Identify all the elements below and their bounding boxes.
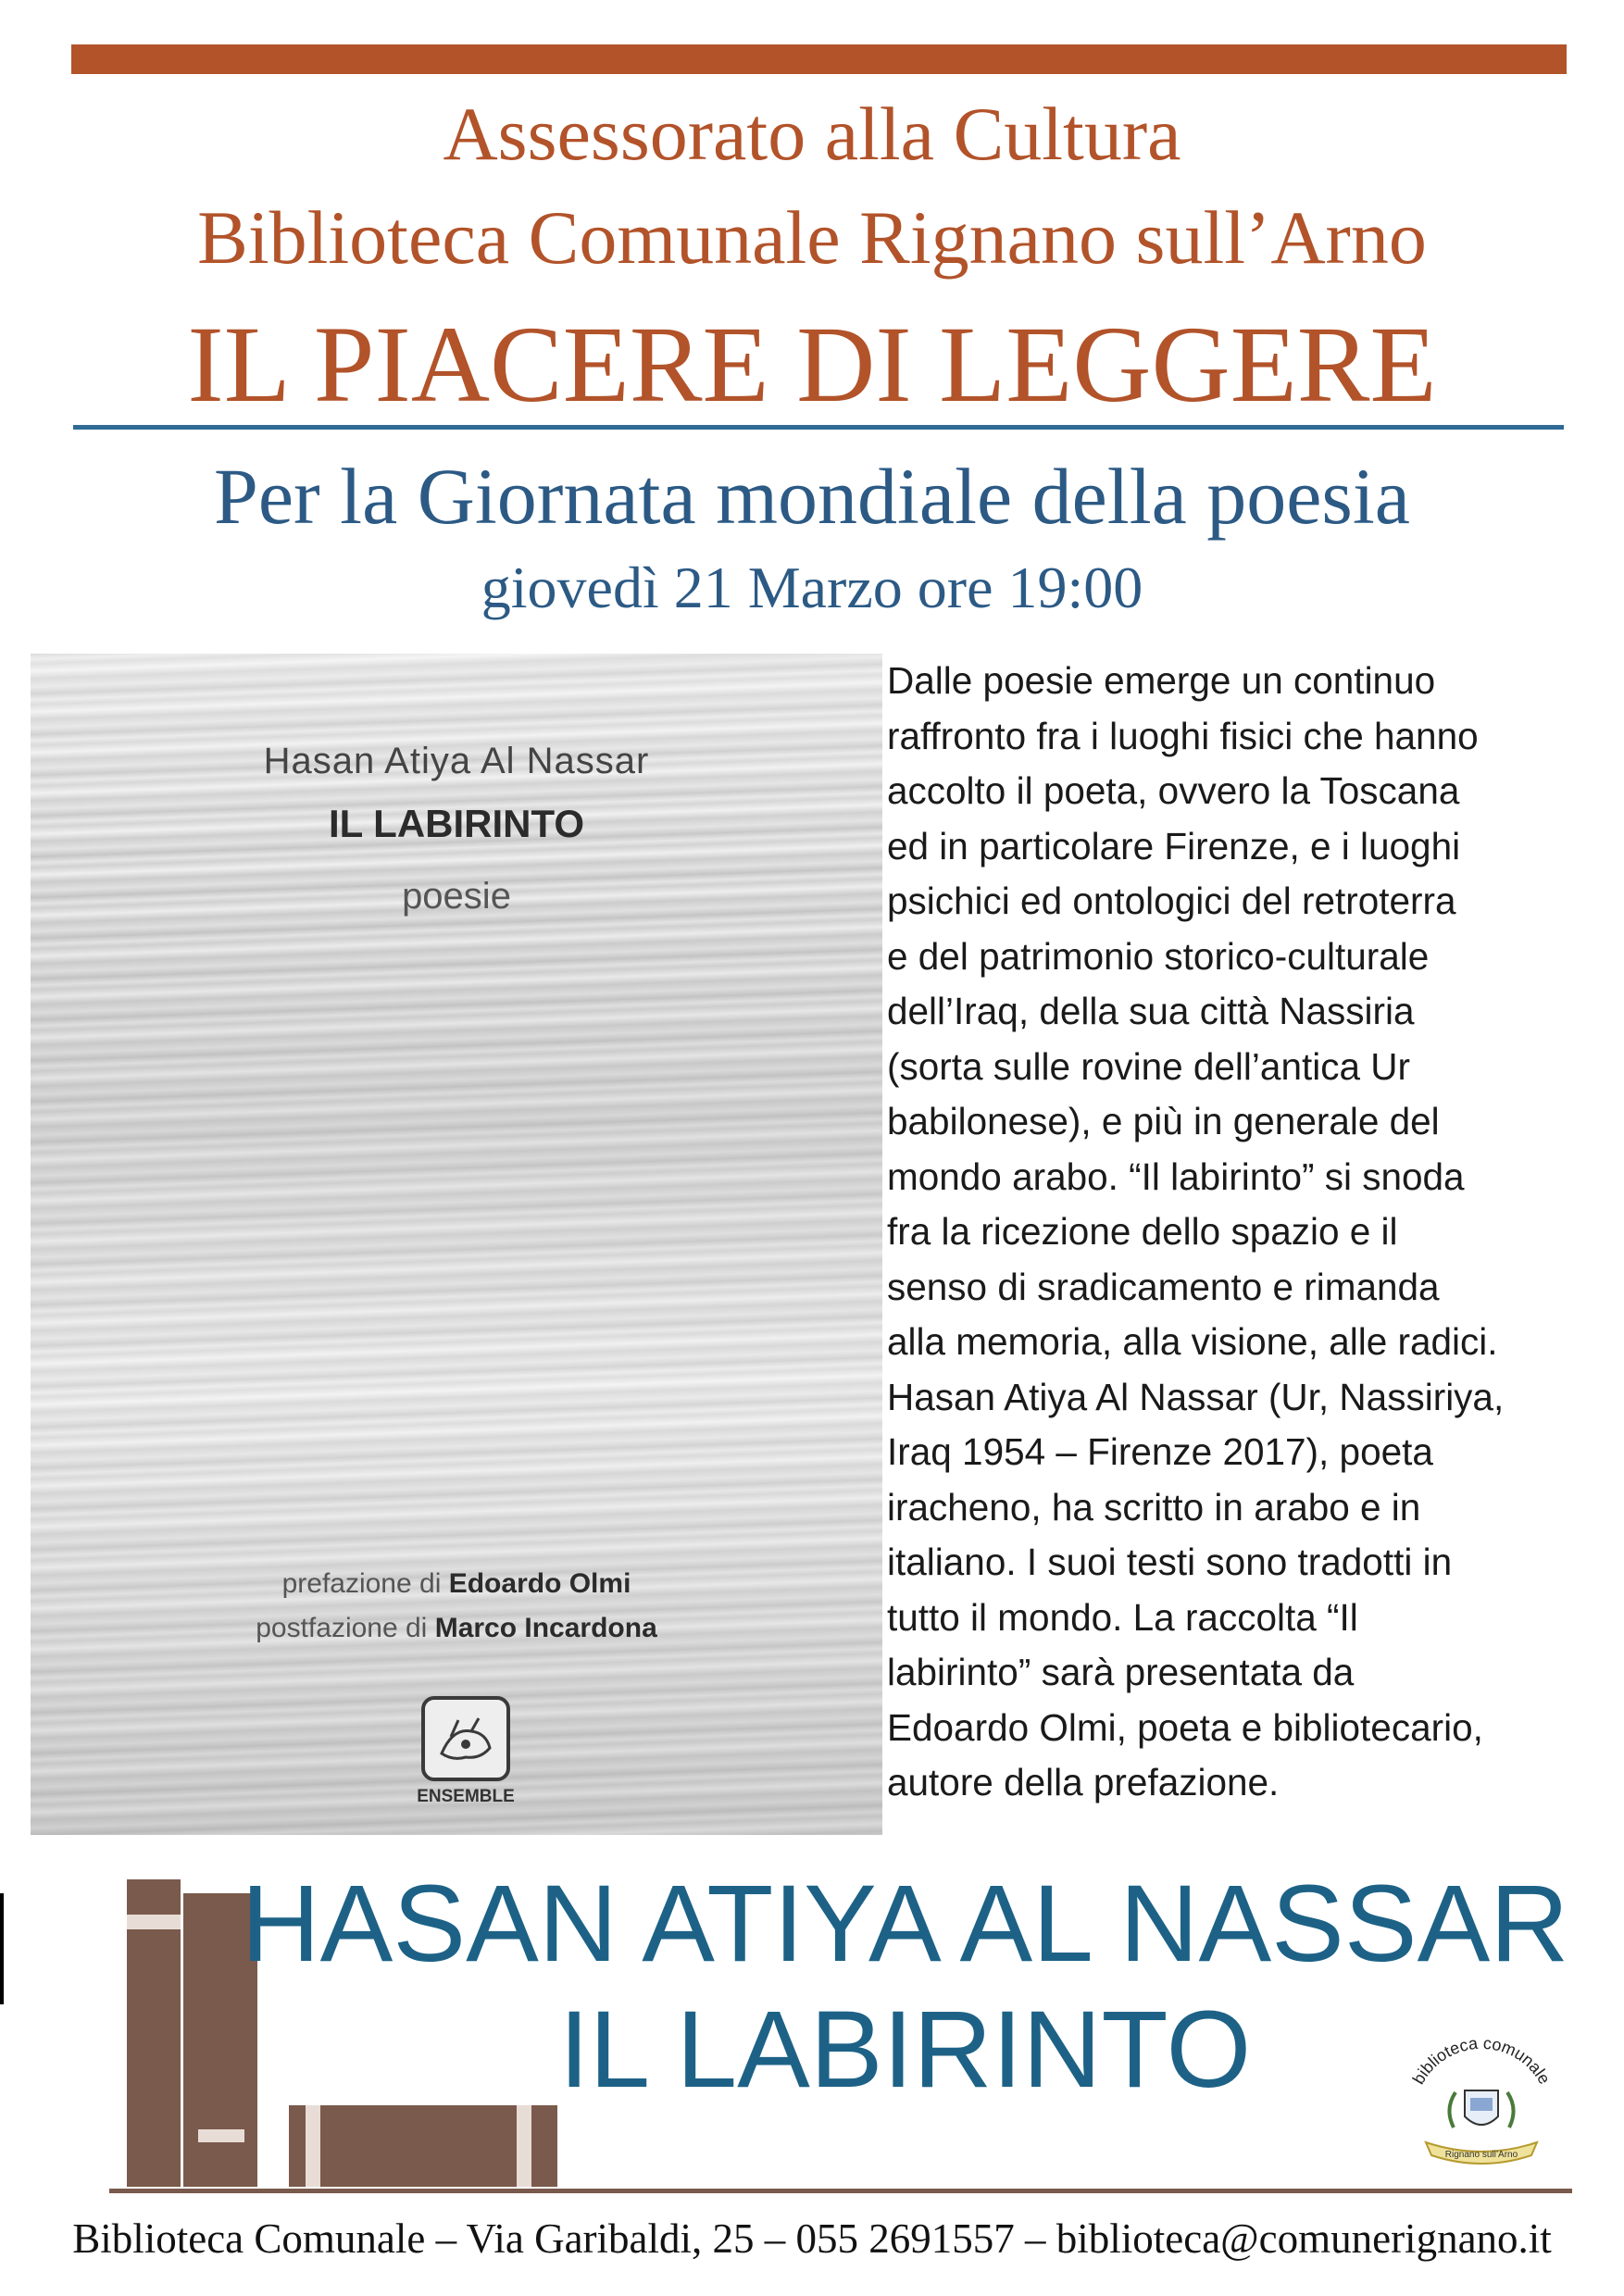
description-line: Hasan Atiya Al Nassar (Ur, Nassiriya, [887,1375,1505,1418]
description-line: dell’Iraq, della sua città Nassiria [887,990,1415,1032]
description-line: tutto il mondo. La raccolta “Il [887,1595,1358,1639]
header-library: Biblioteca Comunale Rignano sull’Arno [197,195,1427,280]
description-line: Edoardo Olmi, poeta e bibliotecario, [887,1705,1483,1749]
event-date: giovedì 21 Marzo ore 19:00 [481,555,1143,620]
description-line: psichici ed ontologici del retroterra [887,880,1456,922]
cover-preface-credit [31,1568,882,1600]
title-divider [73,425,1564,430]
cover-afterword-credit [31,1613,882,1644]
book-spine-band [517,2105,531,2187]
description-line: labirinto” sarà presentata da [887,1651,1355,1693]
description-line: senso di sradicamento e rimanda [887,1265,1440,1308]
book-description [887,654,1600,1811]
book-cover-image [31,654,882,1835]
series-title: IL PIACERE DI LEGGERE [187,304,1437,425]
seal-bottom-text: Rignano sull’Arno [1444,2150,1518,2160]
preface-author: Edoardo Olmi [448,1568,631,1599]
description-line: iracheno, ha scritto in arabo e in [887,1485,1421,1529]
library-seal-graphic [1389,2016,1574,2183]
header-department: Assessorato alla Cultura [443,92,1181,176]
description-line: e del patrimonio storico-culturale [887,934,1430,978]
top-decorative-bar [71,44,1567,74]
description-line: fra la ricezione dello spazio e il [887,1210,1398,1253]
description-line: Dalle poesie emerge un continuo [887,659,1436,702]
featured-book-title: IL LABIRINTO [558,1989,1252,2111]
library-seal-logo [1389,2016,1574,2183]
publisher-name: ENSEMBLE [417,1787,515,1806]
cover-subtitle: poesie [402,876,511,917]
svg-text:biblioteca comunale [1409,2034,1555,2088]
afterword-author: Marco Incardona [434,1613,657,1643]
description-line: accolto il poeta, ovvero la Toscana [887,769,1460,812]
description-line: alla memoria, alla visione, alle radici. [887,1320,1498,1363]
publisher-logo-icon [421,1696,510,1781]
book-spine-band [306,2105,320,2187]
description-line: autore della prefazione. [887,1761,1280,1803]
edge-mark [0,1893,4,2004]
preface-label: prefazione di [281,1568,442,1599]
description-line: raffronto fra i luoghi fisici che hanno [887,714,1479,757]
seal-top-text: biblioteca comunale [1408,2033,1555,2088]
book-spine-band [127,1915,181,1929]
featured-author: HASAN ATIYA AL NASSAR [241,1863,1569,1985]
afterword-label: postfazione di [256,1613,428,1643]
description-line: italiano. I suoi testi sono tradotti in [887,1541,1453,1583]
description-line: mondo arabo. “Il labirinto” si snoda [887,1154,1465,1198]
event-subtitle: Per la Giornata mondiale della poesia [214,452,1410,541]
footer-contact-info: Biblioteca Comunale – Via Garibaldi, 25 – 055 2691557 – biblioteca@comunerignano.it [72,2215,1552,2262]
description-line: babilonese), e più in generale del [887,1100,1440,1142]
book-spine-band [198,2129,244,2142]
description-line: ed in particolare Firenze, e i luoghi [887,824,1461,867]
cover-author: Hasan Atiya Al Nassar [263,741,650,781]
description-line: (sorta sulle rovine dell’antica Ur [887,1044,1410,1088]
description-line: Iraq 1954 – Firenze 2017), poeta [887,1430,1433,1473]
footer-divider [109,2189,1572,2193]
cover-title: IL LABIRINTO [328,802,585,845]
